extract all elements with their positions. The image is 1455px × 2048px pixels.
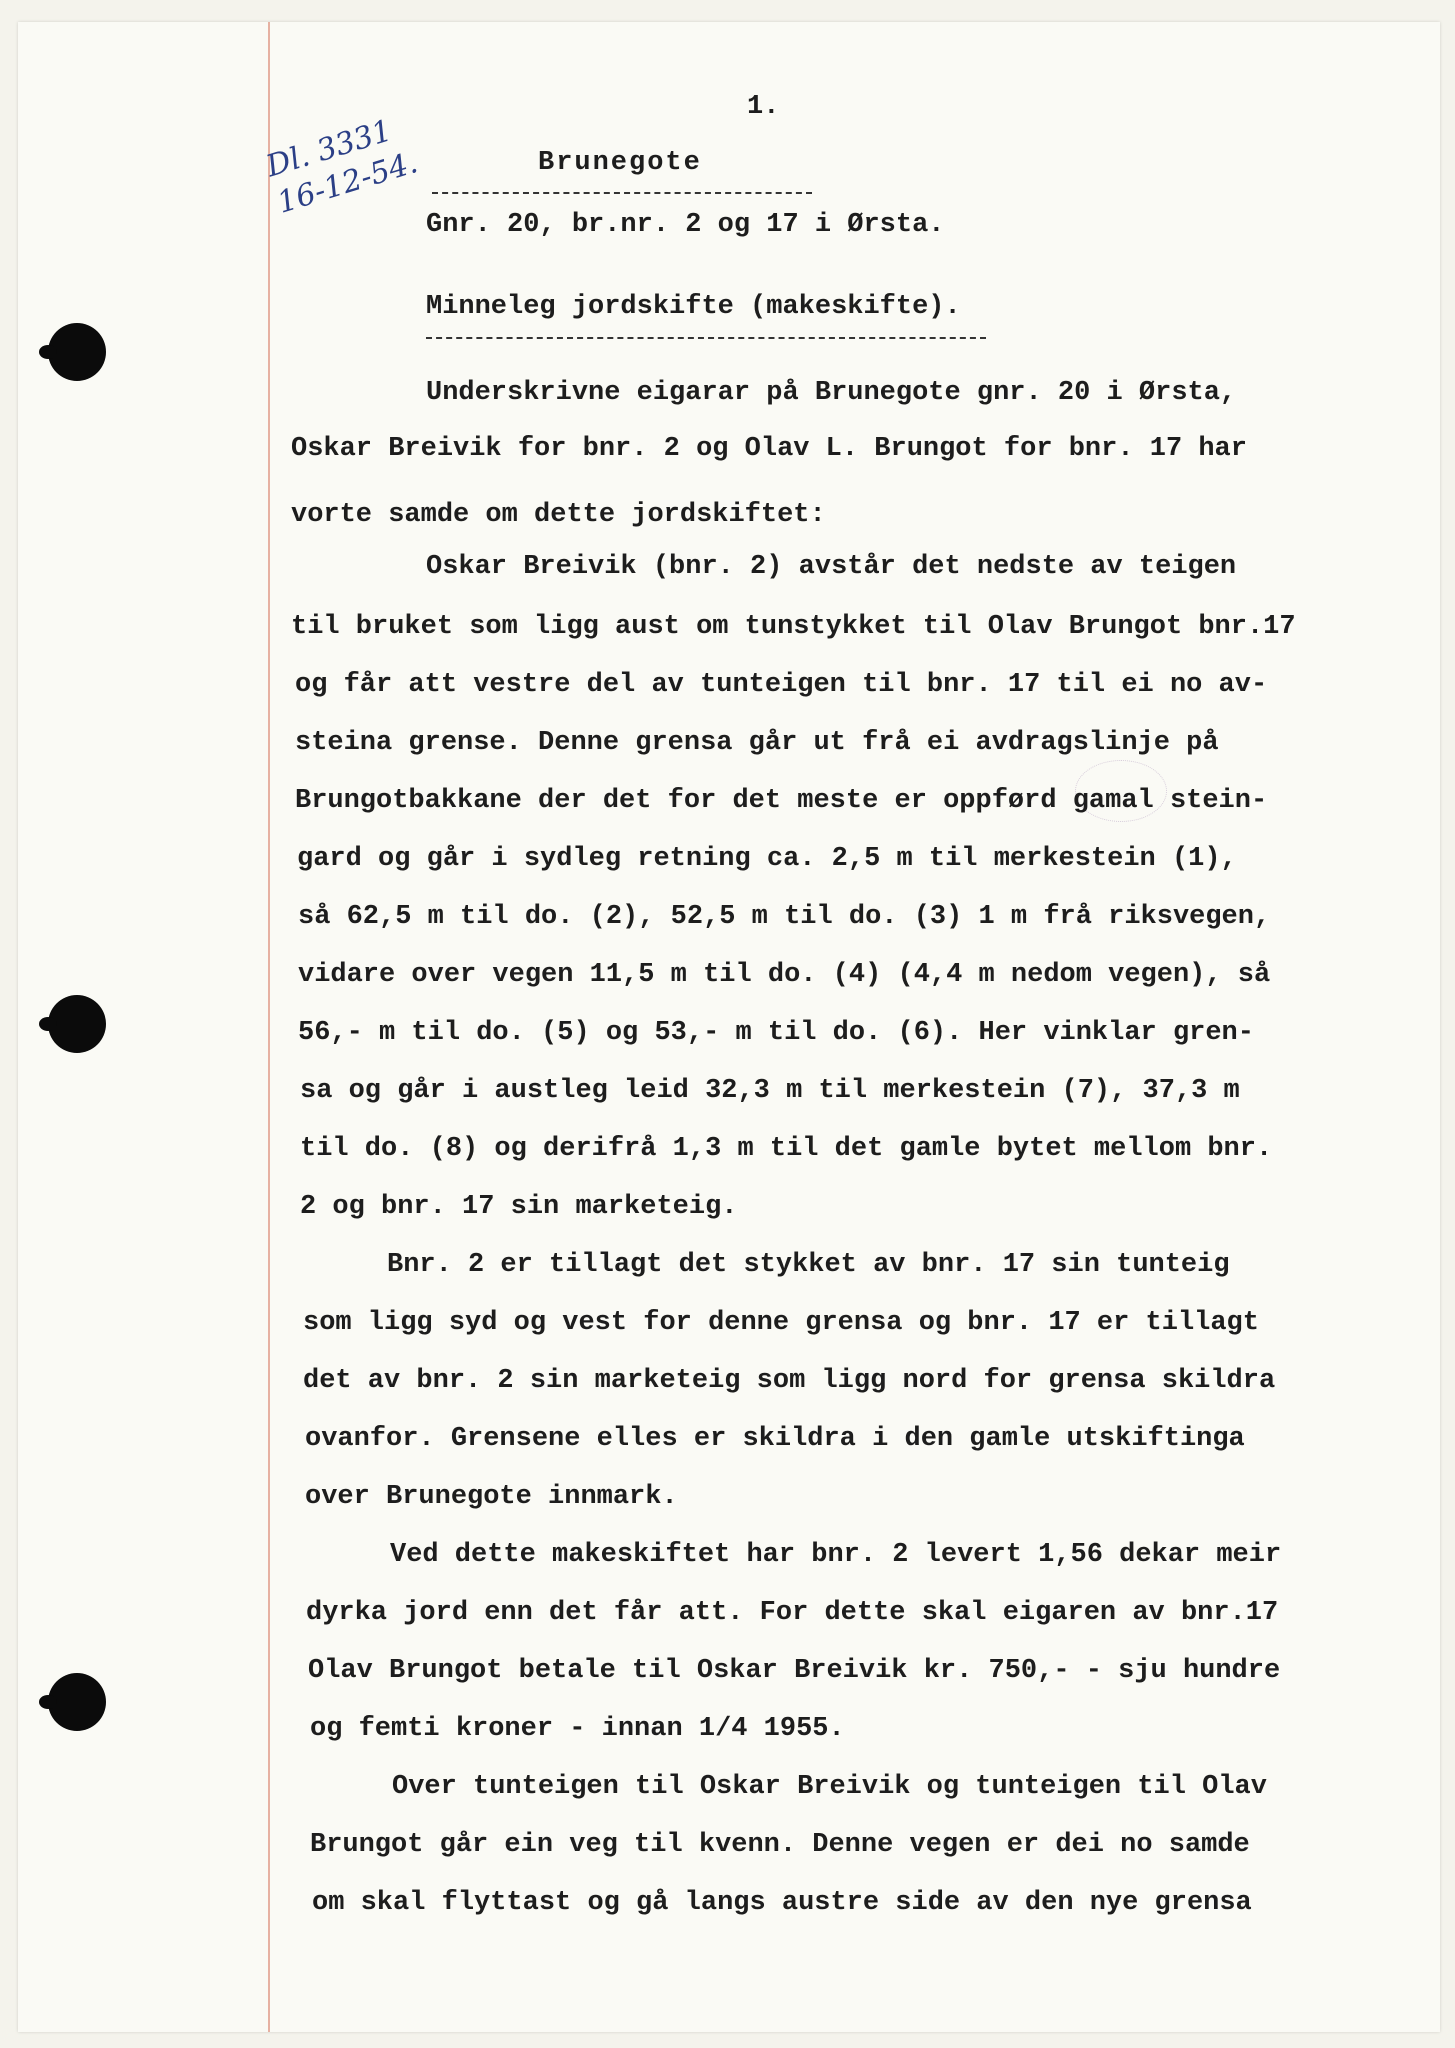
heading-underline [426,337,986,339]
body-line: Brungot går ein veg til kvenn. Denne vegen er dei no samde [310,1830,1250,1860]
body-line: Underskrivne eigarar på Brunegote gnr. 20 i Ørsta, [426,378,1237,408]
body-line: steina grense. Denne grensa går ut frå ei avdragslinje på [295,728,1219,758]
body-line: Over tunteigen til Oskar Breivik og tunteigen til Olav [392,1772,1267,1802]
body-line: dyrka jord enn det får att. For dette skal eigaren av bnr.17 [306,1598,1279,1628]
body-line: over Brunegote innmark. [305,1482,678,1512]
body-line: ovanfor. Grensene elles er skildra i den gamle utskiftinga [305,1424,1245,1454]
body-line: Bnr. 2 er tillagt det stykket av bnr. 17 sin tunteig [387,1250,1230,1280]
body-line: og får att vestre del av tunteigen til bnr. 17 til ei no av- [295,670,1268,700]
body-line: vorte samde om dette jordskiftet: [291,500,826,530]
document-subtitle: Gnr. 20, br.nr. 2 og 17 i Ørsta. [426,210,945,240]
body-line: til do. (8) og derifrå 1,3 m til det gamle bytet mellom bnr. [300,1134,1273,1164]
body-line: så 62,5 m til do. (2), 52,5 m til do. (3) 1 m frå riksvegen, [298,902,1271,932]
body-line: og femti kroner - innan 1/4 1955. [310,1714,845,1744]
body-line: gard og går i sydleg retning ca. 2,5 m til merkestein (1), [297,844,1237,874]
body-line: Ved dette makeskiftet har bnr. 2 levert 1,56 dekar meir [390,1540,1282,1570]
body-line: 56,- m til do. (5) og 53,- m til do. (6). Her vinklar gren- [298,1018,1254,1048]
body-line: Brungotbakkane der det for det meste er oppførd gamal stein- [295,786,1268,816]
body-line: Olav Brungot betale til Oskar Breivik kr. 750,- - sju hundre [308,1656,1281,1686]
title-underline [432,192,812,194]
body-line: om skal flyttast og gå langs austre side av den nye grensa [312,1888,1252,1918]
punch-hole-top [48,323,106,381]
body-line: det av bnr. 2 sin marketeig som ligg nord for grensa skildra [303,1366,1276,1396]
margin-rule [268,22,270,2032]
body-line: vidare over vegen 11,5 m til do. (4) (4,4 m nedom vegen), så [298,960,1271,990]
punch-hole-middle [48,995,106,1053]
body-line: 2 og bnr. 17 sin marketeig. [300,1192,738,1222]
body-line: Oskar Breivik for bnr. 2 og Olav L. Brungot for bnr. 17 har [291,434,1247,464]
section-heading: Minneleg jordskifte (makeskifte). [426,292,961,322]
document-title: Brunegote [538,148,702,178]
page-number: 1. [747,92,780,122]
handwritten-case-note: Dl. 3331 16-12-54. [262,113,422,221]
body-line: Oskar Breivik (bnr. 2) avstår det nedste av teigen [426,552,1237,582]
body-line: som ligg syd og vest for denne grensa og bnr. 17 er tillagt [303,1308,1259,1338]
body-line: sa og går i austleg leid 32,3 m til merkestein (7), 37,3 m [300,1076,1240,1106]
body-line: til bruket som ligg aust om tunstykket til Olav Brungot bnr.17 [291,612,1296,642]
punch-hole-bottom [48,1673,106,1731]
